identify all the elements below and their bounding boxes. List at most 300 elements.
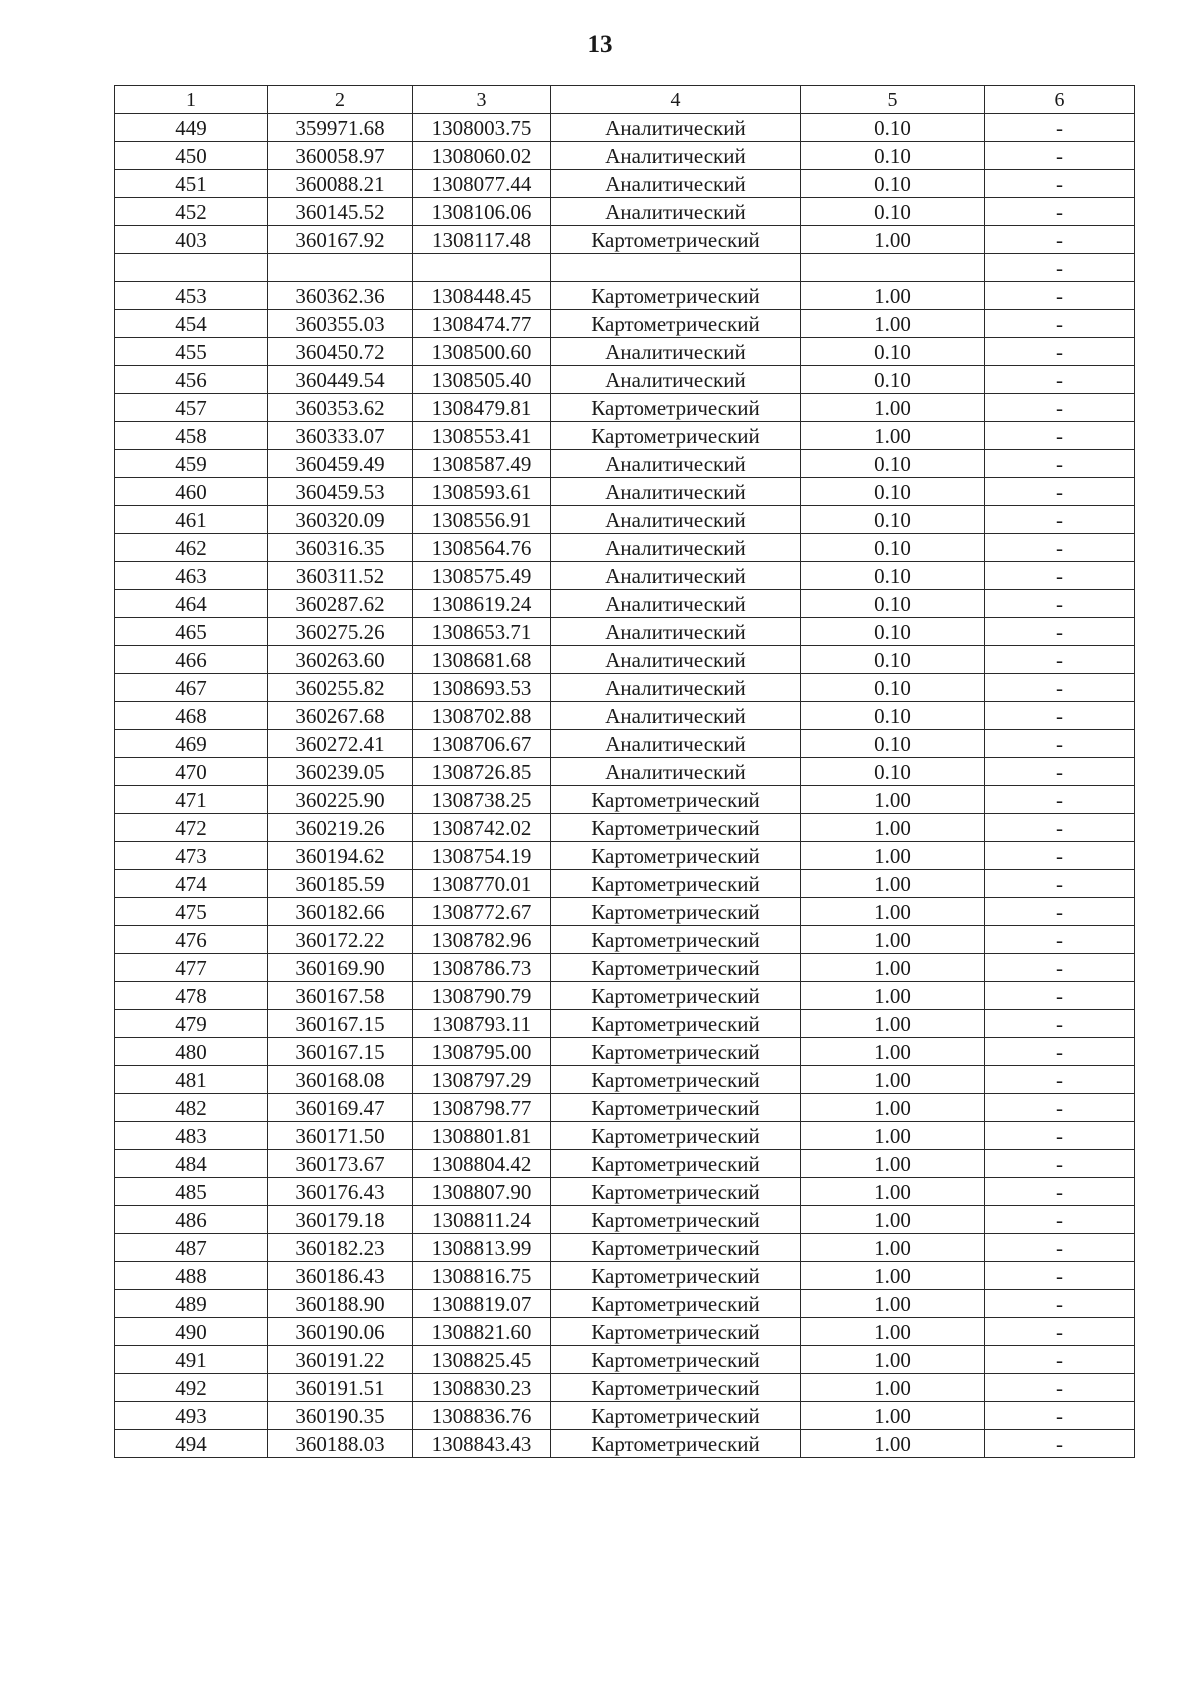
table-row (115, 730, 1135, 758)
table-row (115, 590, 1135, 618)
point-number-cell: 474 (115, 870, 268, 898)
y-coordinate-cell: 1308553.41 (413, 422, 551, 450)
point-number-cell: 489 (115, 1290, 268, 1318)
table-row (115, 394, 1135, 422)
x-coordinate-cell: 360191.22 (268, 1346, 413, 1374)
table-row (115, 562, 1135, 590)
table-row (115, 422, 1135, 450)
accuracy-cell: 1.00 (801, 1206, 985, 1234)
y-coordinate-cell: 1308077.44 (413, 170, 551, 198)
accuracy-cell: 1.00 (801, 1122, 985, 1150)
table-header-row (115, 86, 1135, 114)
accuracy-cell: 0.10 (801, 114, 985, 142)
table-row (115, 1374, 1135, 1402)
x-coordinate-cell: 360168.08 (268, 1066, 413, 1094)
method-cell: Аналитический (551, 674, 801, 702)
point-number-cell: 494 (115, 1430, 268, 1458)
method-cell: Аналитический (551, 562, 801, 590)
y-coordinate-cell: 1308843.43 (413, 1430, 551, 1458)
note-cell: - (985, 646, 1135, 674)
method-cell: Аналитический (551, 758, 801, 786)
accuracy-cell: 0.10 (801, 478, 985, 506)
x-coordinate-cell: 360355.03 (268, 310, 413, 338)
column-header-4: 4 (551, 86, 801, 114)
point-number-cell: 483 (115, 1122, 268, 1150)
x-coordinate-cell: 360190.35 (268, 1402, 413, 1430)
method-cell: Картометрический (551, 1122, 801, 1150)
note-cell: - (985, 674, 1135, 702)
table-row (115, 450, 1135, 478)
y-coordinate-cell: 1308706.67 (413, 730, 551, 758)
x-coordinate-cell: 360186.43 (268, 1262, 413, 1290)
accuracy-cell: 1.00 (801, 1290, 985, 1318)
y-coordinate-cell: 1308801.81 (413, 1122, 551, 1150)
x-coordinate-cell: 360188.03 (268, 1430, 413, 1458)
accuracy-cell: 0.10 (801, 170, 985, 198)
note-cell: - (985, 114, 1135, 142)
accuracy-cell: 0.10 (801, 450, 985, 478)
note-cell: - (985, 702, 1135, 730)
x-coordinate-cell: 360263.60 (268, 646, 413, 674)
note-cell: - (985, 1234, 1135, 1262)
x-coordinate-cell: 360450.72 (268, 338, 413, 366)
table-row (115, 310, 1135, 338)
method-cell: Аналитический (551, 646, 801, 674)
note-cell: - (985, 1094, 1135, 1122)
accuracy-cell: 1.00 (801, 1178, 985, 1206)
column-header-2: 2 (268, 86, 413, 114)
accuracy-cell: 0.10 (801, 618, 985, 646)
point-number-cell: 453 (115, 282, 268, 310)
method-cell: Картометрический (551, 1150, 801, 1178)
y-coordinate-cell: 1308811.24 (413, 1206, 551, 1234)
y-coordinate-cell: 1308821.60 (413, 1318, 551, 1346)
x-coordinate-cell: 360239.05 (268, 758, 413, 786)
point-number-cell: 462 (115, 534, 268, 562)
method-cell: Аналитический (551, 506, 801, 534)
table-row (115, 1346, 1135, 1374)
table-row (115, 226, 1135, 254)
accuracy-cell: 1.00 (801, 954, 985, 982)
note-cell: - (985, 758, 1135, 786)
y-coordinate-cell: 1308702.88 (413, 702, 551, 730)
accuracy-cell: 0.10 (801, 534, 985, 562)
table-row (115, 142, 1135, 170)
y-coordinate-cell: 1308819.07 (413, 1290, 551, 1318)
table-row (115, 646, 1135, 674)
table-row (115, 1206, 1135, 1234)
y-coordinate-cell: 1308505.40 (413, 366, 551, 394)
method-cell: Аналитический (551, 366, 801, 394)
method-cell: Аналитический (551, 338, 801, 366)
y-coordinate-cell: 1308795.00 (413, 1038, 551, 1066)
column-header-1: 1 (115, 86, 268, 114)
method-cell: Аналитический (551, 534, 801, 562)
method-cell: Картометрический (551, 926, 801, 954)
accuracy-cell: 1.00 (801, 1318, 985, 1346)
note-cell: - (985, 1290, 1135, 1318)
note-cell: - (985, 1150, 1135, 1178)
note-cell: - (985, 1430, 1135, 1458)
note-cell: - (985, 1178, 1135, 1206)
point-number-cell: 451 (115, 170, 268, 198)
y-coordinate-cell: 1308653.71 (413, 618, 551, 646)
accuracy-cell: 1.00 (801, 842, 985, 870)
table-row (115, 842, 1135, 870)
point-number-cell: 465 (115, 618, 268, 646)
x-coordinate-cell: 360459.53 (268, 478, 413, 506)
point-number-cell: 490 (115, 1318, 268, 1346)
column-header-5: 5 (801, 86, 985, 114)
accuracy-cell: 0.10 (801, 702, 985, 730)
note-cell: - (985, 1206, 1135, 1234)
accuracy-cell: 0.10 (801, 758, 985, 786)
point-number-cell: 479 (115, 1010, 268, 1038)
x-coordinate-cell: 360171.50 (268, 1122, 413, 1150)
note-cell: - (985, 730, 1135, 758)
accuracy-cell: 0.10 (801, 590, 985, 618)
table-row (115, 1290, 1135, 1318)
accuracy-cell: 0.10 (801, 366, 985, 394)
note-cell: - (985, 1066, 1135, 1094)
x-coordinate-cell: 360172.22 (268, 926, 413, 954)
table-row (115, 1402, 1135, 1430)
table-row (115, 1150, 1135, 1178)
accuracy-cell: 1.00 (801, 814, 985, 842)
method-cell: Картометрический (551, 1430, 801, 1458)
point-number-cell: 481 (115, 1066, 268, 1094)
accuracy-cell: 1.00 (801, 1234, 985, 1262)
table-row (115, 506, 1135, 534)
note-cell: - (985, 1374, 1135, 1402)
method-cell: Картометрический (551, 1318, 801, 1346)
point-number-cell: 459 (115, 450, 268, 478)
point-number-cell: 493 (115, 1402, 268, 1430)
x-coordinate-cell: 360179.18 (268, 1206, 413, 1234)
table-row (115, 758, 1135, 786)
note-cell: - (985, 786, 1135, 814)
point-number-cell: 455 (115, 338, 268, 366)
note-cell: - (985, 506, 1135, 534)
y-coordinate-cell: 1308448.45 (413, 282, 551, 310)
accuracy-cell: 0.10 (801, 506, 985, 534)
x-coordinate-cell: 360219.26 (268, 814, 413, 842)
accuracy-cell (801, 254, 985, 282)
y-coordinate-cell: 1308742.02 (413, 814, 551, 842)
point-number-cell: 478 (115, 982, 268, 1010)
x-coordinate-cell: 360362.36 (268, 282, 413, 310)
point-number-cell: 468 (115, 702, 268, 730)
x-coordinate-cell: 360449.54 (268, 366, 413, 394)
x-coordinate-cell: 360333.07 (268, 422, 413, 450)
method-cell: Картометрический (551, 982, 801, 1010)
note-cell: - (985, 618, 1135, 646)
point-number-cell: 403 (115, 226, 268, 254)
method-cell: Картометрический (551, 842, 801, 870)
y-coordinate-cell: 1308575.49 (413, 562, 551, 590)
x-coordinate-cell: 360182.23 (268, 1234, 413, 1262)
y-coordinate-cell: 1308060.02 (413, 142, 551, 170)
point-number-cell: 460 (115, 478, 268, 506)
point-number-cell: 454 (115, 310, 268, 338)
accuracy-cell: 1.00 (801, 1066, 985, 1094)
note-cell: - (985, 982, 1135, 1010)
table-row (115, 282, 1135, 310)
point-number-cell: 452 (115, 198, 268, 226)
accuracy-cell: 1.00 (801, 282, 985, 310)
method-cell: Картометрический (551, 1402, 801, 1430)
point-number-cell: 480 (115, 1038, 268, 1066)
accuracy-cell: 1.00 (801, 1262, 985, 1290)
y-coordinate-cell: 1308830.23 (413, 1374, 551, 1402)
method-cell: Картометрический (551, 310, 801, 338)
x-coordinate-cell: 359971.68 (268, 114, 413, 142)
y-coordinate-cell: 1308106.06 (413, 198, 551, 226)
x-coordinate-cell: 360194.62 (268, 842, 413, 870)
x-coordinate-cell (268, 254, 413, 282)
x-coordinate-cell: 360167.15 (268, 1010, 413, 1038)
table-row (115, 674, 1135, 702)
accuracy-cell: 1.00 (801, 422, 985, 450)
y-coordinate-cell: 1308587.49 (413, 450, 551, 478)
point-number-cell: 477 (115, 954, 268, 982)
table-row (115, 1122, 1135, 1150)
method-cell: Аналитический (551, 618, 801, 646)
note-cell: - (985, 1402, 1135, 1430)
note-cell: - (985, 842, 1135, 870)
x-coordinate-cell: 360176.43 (268, 1178, 413, 1206)
point-number-cell: 473 (115, 842, 268, 870)
x-coordinate-cell: 360088.21 (268, 170, 413, 198)
method-cell: Аналитический (551, 142, 801, 170)
x-coordinate-cell: 360316.35 (268, 534, 413, 562)
note-cell: - (985, 422, 1135, 450)
method-cell: Картометрический (551, 282, 801, 310)
table-row (115, 898, 1135, 926)
table-row (115, 254, 1135, 282)
x-coordinate-cell: 360255.82 (268, 674, 413, 702)
table-row (115, 814, 1135, 842)
point-number-cell: 472 (115, 814, 268, 842)
x-coordinate-cell: 360267.68 (268, 702, 413, 730)
point-number-cell: 461 (115, 506, 268, 534)
note-cell: - (985, 1010, 1135, 1038)
table-row (115, 1318, 1135, 1346)
y-coordinate-cell: 1308836.76 (413, 1402, 551, 1430)
y-coordinate-cell: 1308479.81 (413, 394, 551, 422)
accuracy-cell: 0.10 (801, 674, 985, 702)
method-cell: Картометрический (551, 1010, 801, 1038)
accuracy-cell: 1.00 (801, 1402, 985, 1430)
y-coordinate-cell: 1308726.85 (413, 758, 551, 786)
table-row (115, 1262, 1135, 1290)
method-cell: Аналитический (551, 702, 801, 730)
x-coordinate-cell: 360225.90 (268, 786, 413, 814)
note-cell: - (985, 926, 1135, 954)
x-coordinate-cell: 360169.47 (268, 1094, 413, 1122)
x-coordinate-cell: 360311.52 (268, 562, 413, 590)
method-cell: Картометрический (551, 1234, 801, 1262)
point-number-cell: 475 (115, 898, 268, 926)
x-coordinate-cell: 360167.15 (268, 1038, 413, 1066)
accuracy-cell: 1.00 (801, 1094, 985, 1122)
method-cell: Картометрический (551, 1206, 801, 1234)
y-coordinate-cell: 1308500.60 (413, 338, 551, 366)
x-coordinate-cell: 360287.62 (268, 590, 413, 618)
method-cell: Картометрический (551, 1346, 801, 1374)
point-number-cell: 484 (115, 1150, 268, 1178)
method-cell: Картометрический (551, 1038, 801, 1066)
y-coordinate-cell: 1308693.53 (413, 674, 551, 702)
accuracy-cell: 1.00 (801, 1346, 985, 1374)
method-cell: Картометрический (551, 1178, 801, 1206)
accuracy-cell: 0.10 (801, 646, 985, 674)
y-coordinate-cell: 1308738.25 (413, 786, 551, 814)
method-cell: Картометрический (551, 1066, 801, 1094)
y-coordinate-cell: 1308786.73 (413, 954, 551, 982)
table-row (115, 198, 1135, 226)
method-cell: Аналитический (551, 450, 801, 478)
y-coordinate-cell: 1308813.99 (413, 1234, 551, 1262)
y-coordinate-cell: 1308754.19 (413, 842, 551, 870)
note-cell: - (985, 898, 1135, 926)
y-coordinate-cell: 1308797.29 (413, 1066, 551, 1094)
point-number-cell: 491 (115, 1346, 268, 1374)
table-row (115, 1066, 1135, 1094)
y-coordinate-cell: 1308807.90 (413, 1178, 551, 1206)
y-coordinate-cell: 1308003.75 (413, 114, 551, 142)
accuracy-cell: 0.10 (801, 198, 985, 226)
method-cell (551, 254, 801, 282)
table-row (115, 982, 1135, 1010)
method-cell: Картометрический (551, 898, 801, 926)
accuracy-cell: 1.00 (801, 898, 985, 926)
y-coordinate-cell: 1308825.45 (413, 1346, 551, 1374)
x-coordinate-cell: 360190.06 (268, 1318, 413, 1346)
point-number-cell: 456 (115, 366, 268, 394)
method-cell: Картометрический (551, 422, 801, 450)
coordinates-table (114, 85, 1135, 1458)
point-number-cell: 469 (115, 730, 268, 758)
accuracy-cell: 1.00 (801, 1430, 985, 1458)
accuracy-cell: 0.10 (801, 730, 985, 758)
point-number-cell: 476 (115, 926, 268, 954)
method-cell: Картометрический (551, 394, 801, 422)
note-cell: - (985, 1318, 1135, 1346)
note-cell: - (985, 1262, 1135, 1290)
accuracy-cell: 1.00 (801, 786, 985, 814)
accuracy-cell: 0.10 (801, 338, 985, 366)
y-coordinate-cell: 1308790.79 (413, 982, 551, 1010)
x-coordinate-cell: 360145.52 (268, 198, 413, 226)
y-coordinate-cell: 1308117.48 (413, 226, 551, 254)
y-coordinate-cell: 1308681.68 (413, 646, 551, 674)
accuracy-cell: 1.00 (801, 1010, 985, 1038)
point-number-cell (115, 254, 268, 282)
table-row (115, 618, 1135, 646)
point-number-cell: 486 (115, 1206, 268, 1234)
page-number: 13 (587, 31, 613, 58)
method-cell: Картометрический (551, 954, 801, 982)
table-row (115, 954, 1135, 982)
note-cell: - (985, 534, 1135, 562)
table-row (115, 1094, 1135, 1122)
method-cell: Картометрический (551, 226, 801, 254)
accuracy-cell: 1.00 (801, 1374, 985, 1402)
column-header-6: 6 (985, 86, 1135, 114)
x-coordinate-cell: 360169.90 (268, 954, 413, 982)
y-coordinate-cell: 1308782.96 (413, 926, 551, 954)
x-coordinate-cell: 360167.92 (268, 226, 413, 254)
note-cell: - (985, 142, 1135, 170)
point-number-cell: 492 (115, 1374, 268, 1402)
note-cell: - (985, 170, 1135, 198)
table-row (115, 1234, 1135, 1262)
x-coordinate-cell: 360320.09 (268, 506, 413, 534)
note-cell: - (985, 254, 1135, 282)
y-coordinate-cell: 1308798.77 (413, 1094, 551, 1122)
note-cell: - (985, 478, 1135, 506)
method-cell: Аналитический (551, 478, 801, 506)
table-row (115, 114, 1135, 142)
x-coordinate-cell: 360188.90 (268, 1290, 413, 1318)
y-coordinate-cell: 1308816.75 (413, 1262, 551, 1290)
table-row (115, 534, 1135, 562)
x-coordinate-cell: 360191.51 (268, 1374, 413, 1402)
method-cell: Картометрический (551, 1374, 801, 1402)
accuracy-cell: 0.10 (801, 142, 985, 170)
note-cell: - (985, 282, 1135, 310)
y-coordinate-cell: 1308772.67 (413, 898, 551, 926)
x-coordinate-cell: 360459.49 (268, 450, 413, 478)
note-cell: - (985, 226, 1135, 254)
point-number-cell: 466 (115, 646, 268, 674)
accuracy-cell: 1.00 (801, 1038, 985, 1066)
method-cell: Картометрический (551, 786, 801, 814)
x-coordinate-cell: 360058.97 (268, 142, 413, 170)
table-row (115, 870, 1135, 898)
point-number-cell: 485 (115, 1178, 268, 1206)
table-row (115, 170, 1135, 198)
note-cell: - (985, 366, 1135, 394)
x-coordinate-cell: 360167.58 (268, 982, 413, 1010)
note-cell: - (985, 1038, 1135, 1066)
accuracy-cell: 1.00 (801, 1150, 985, 1178)
method-cell: Картометрический (551, 1290, 801, 1318)
point-number-cell: 470 (115, 758, 268, 786)
table-row (115, 1430, 1135, 1458)
y-coordinate-cell: 1308770.01 (413, 870, 551, 898)
note-cell: - (985, 198, 1135, 226)
table-row (115, 926, 1135, 954)
x-coordinate-cell: 360182.66 (268, 898, 413, 926)
accuracy-cell: 1.00 (801, 926, 985, 954)
y-coordinate-cell: 1308564.76 (413, 534, 551, 562)
point-number-cell: 458 (115, 422, 268, 450)
x-coordinate-cell: 360272.41 (268, 730, 413, 758)
point-number-cell: 482 (115, 1094, 268, 1122)
method-cell: Аналитический (551, 170, 801, 198)
note-cell: - (985, 1346, 1135, 1374)
method-cell: Аналитический (551, 198, 801, 226)
method-cell: Аналитический (551, 114, 801, 142)
point-number-cell: 488 (115, 1262, 268, 1290)
table-row (115, 1178, 1135, 1206)
table-row (115, 338, 1135, 366)
y-coordinate-cell: 1308474.77 (413, 310, 551, 338)
accuracy-cell: 1.00 (801, 226, 985, 254)
note-cell: - (985, 814, 1135, 842)
